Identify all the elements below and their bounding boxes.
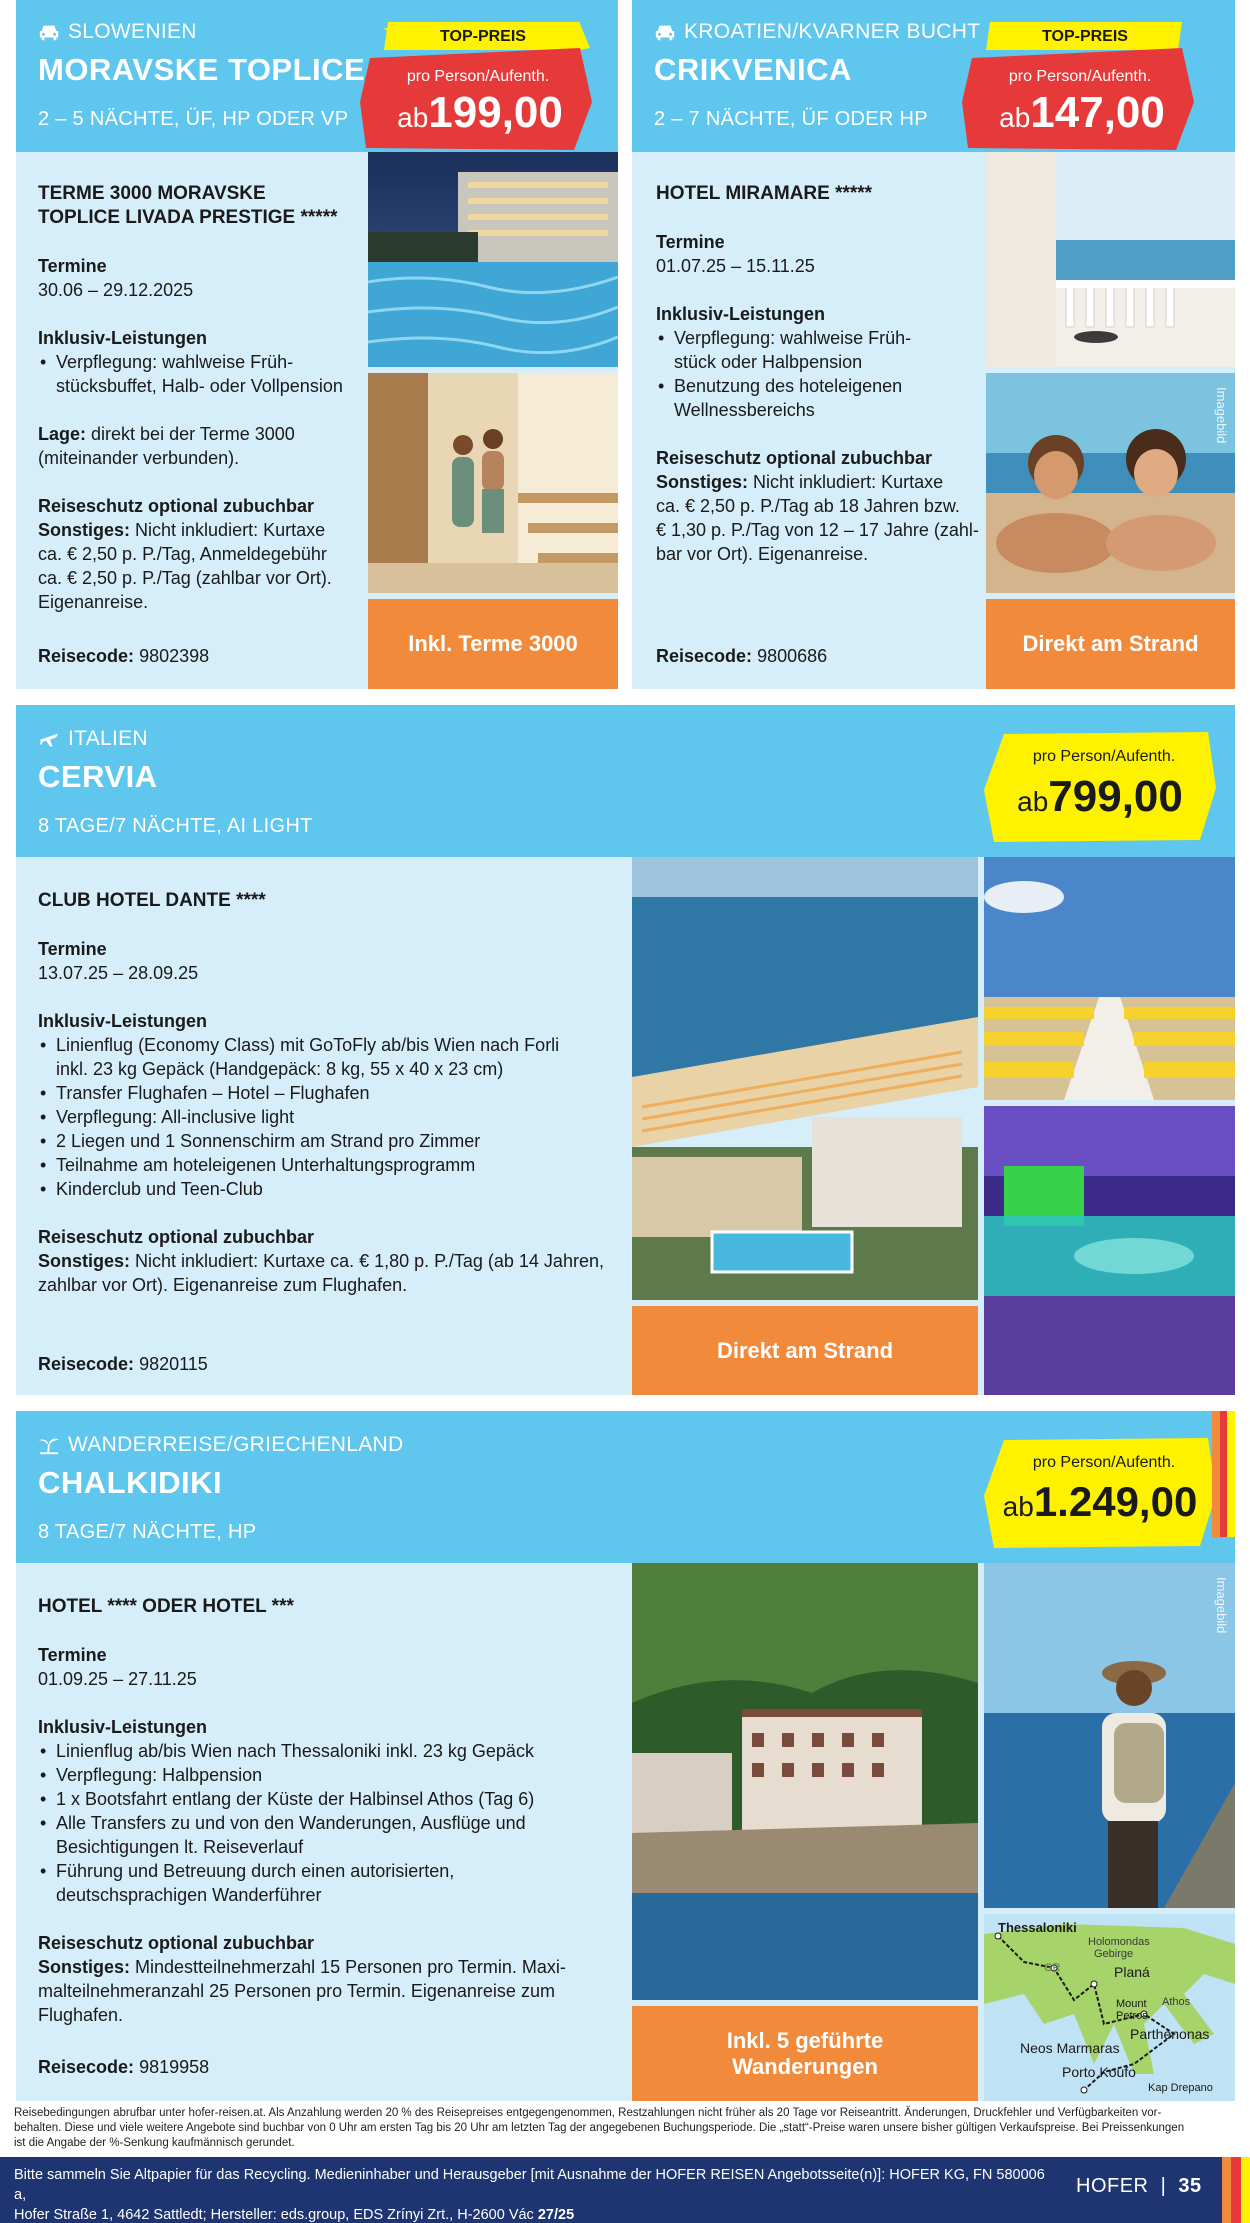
inklusiv-label: Inklusiv-Leistungen <box>38 1011 208 1031</box>
termine-value: 13.07.25 – 28.09.25 <box>38 963 199 983</box>
imagebild-tag: Imagebild <box>1214 1577 1229 1634</box>
inklusiv-label: Inklusiv-Leistungen <box>656 304 826 324</box>
termine-label: Termine <box>38 1645 107 1665</box>
car-icon <box>654 22 676 42</box>
list-item: • Führung und Betreuung durch einen autorisierten, deutschsprachigen Wanderführer <box>38 1859 638 1907</box>
reisecode: Reisecode: 9800686 <box>656 646 828 666</box>
highlight-banner: Inkl. Terme 3000 <box>368 599 618 689</box>
country-line <box>38 727 148 751</box>
page-footer-brand <box>1076 2175 1202 2198</box>
price: ab199,00 <box>397 88 563 137</box>
hotel-name: HOTEL MIRAMARE ***** <box>656 183 873 204</box>
hotel-name: TERME 3000 MORAVSKE TOPLICE LIVADA PRESTIGE ***** <box>38 183 338 228</box>
list-item: • Linienflug ab/bis Wien nach Thessaloniki inkl. 23 kg Gepäck <box>38 1739 638 1763</box>
termine-value: 01.07.25 – 15.11.25 <box>656 256 815 276</box>
inklusiv-list <box>38 1033 638 1201</box>
spa-couple-photo <box>368 373 618 593</box>
city-name: MORAVSKE TOPLICE <box>38 52 366 87</box>
reiseschutz: Reiseschutz optional zubuchbar <box>38 1227 315 1247</box>
termine-label: Termine <box>38 939 107 959</box>
highlight-banner: Direkt am Strand <box>986 599 1235 689</box>
map-label-holomondas: Holomondas <box>1088 1936 1150 1948</box>
hotel-pool-photo <box>368 152 618 367</box>
termine-label: Termine <box>656 232 725 252</box>
country-name: ITALIEN <box>68 727 148 750</box>
reiseschutz: Reiseschutz optional zubuchbar <box>38 1933 315 1953</box>
country-name: WANDERREISE/GRIECHENLAND <box>68 1433 404 1456</box>
map-label-mount: Mount <box>1116 1998 1147 2010</box>
price: ab1.249,00 <box>1002 1478 1198 1525</box>
price-badge <box>962 22 1198 152</box>
termine-value: 01.09.25 – 27.11.25 <box>38 1669 197 1689</box>
offer-details <box>38 182 374 614</box>
hiker-photo <box>984 1563 1235 1908</box>
map-label-thessaloniki: Thessaloniki <box>998 1920 1077 1935</box>
list-item: • Verpflegung: wahlweise Früh- stücksbuffet, Halb- oder Vollpension <box>38 350 374 398</box>
monastery-photo <box>632 1563 978 2000</box>
offer-details <box>38 1595 638 2027</box>
price-badge <box>984 732 1216 842</box>
reisecode: Reisecode: 9819958 <box>38 2057 210 2077</box>
reiseschutz: Reiseschutz optional zubuchbar <box>656 448 933 468</box>
offer-duration: 2 – 7 NÄCHTE, ÜF ODER HP <box>654 108 928 130</box>
map-label-athos: Athos <box>1162 1996 1191 2008</box>
route-map <box>984 1914 1235 2101</box>
highlight-banner: Direkt am Strand <box>632 1306 978 1395</box>
map-label-kap-drepano: Kap Drepano <box>1148 2082 1213 2094</box>
country-name: KROATIEN/KVARNER BUCHT <box>684 20 981 43</box>
country-line <box>38 20 197 44</box>
list-item: • Teilnahme am hoteleigenen Unterhaltungsprogramm <box>38 1153 638 1177</box>
brand-name: HOFER <box>1076 2175 1149 2197</box>
list-item: • Kinderclub und Teen-Club <box>38 1177 638 1201</box>
termine-label: Termine <box>38 256 107 276</box>
hotel-name: CLUB HOTEL DANTE **** <box>38 890 266 911</box>
map-label-gr: GR <box>1044 1962 1061 1974</box>
list-item: • Verpflegung: Halbpension <box>38 1763 638 1787</box>
palm-tree-icon <box>38 1435 60 1455</box>
sonstiges: Sonstiges: Mindestteilnehmerzahl 15 Personen pro Termin. Maxi- malteilnehmeranzahl 25 Personen pro Termin. Eigenanreise zum Flughafen. <box>38 1957 566 2025</box>
per-person-label: pro Person/Aufenth. <box>1008 68 1152 85</box>
list-item: • Alle Transfers zu und von den Wanderungen, Ausflüge und Besichtigungen lt. Reiseverlauf <box>38 1811 638 1859</box>
beach-aerial-photo <box>632 857 978 1300</box>
country-line <box>654 20 980 44</box>
couple-beach-photo <box>986 373 1235 593</box>
top-preis-label: TOP-PREIS <box>440 28 526 45</box>
decor-stripes <box>1212 1411 1235 1537</box>
beach-umbrellas-photo <box>984 857 1235 1100</box>
reisecode: Reisecode: 9820115 <box>38 1354 208 1374</box>
highlight-banner: Inkl. 5 geführte Wanderungen <box>632 2006 978 2101</box>
city-name: CERVIA <box>38 759 158 794</box>
imagebild-tag: Imagebild <box>1214 387 1229 444</box>
list-item: • Linienflug (Economy Class) mit GoToFly ab/bis Wien nach Forli inkl. 23 kg Gepäck (Handgepäck: 8 kg, 55 x 40 x 23 cm) <box>38 1033 638 1081</box>
city-name: CRIKVENICA <box>654 52 852 87</box>
inklusiv-list <box>38 1739 638 1907</box>
offer-details <box>656 182 996 566</box>
map-label-gebirge: Gebirge <box>1094 1948 1134 1960</box>
per-person-label: pro Person/Aufenth. <box>1032 748 1176 765</box>
price-badge <box>360 22 596 152</box>
imprint-bar <box>0 2157 1250 2223</box>
imprint-text: Bitte sammeln Sie Altpapier für das Recycling. Medieninhaber und Herausgeber [mit Ausnahme der HOFER REISEN Angebotsseite(n)]: HOFER KG, FN 580006 a, Hofer Straße 1, 4642 Sattledt; Hersteller: eds.group, EDS Zrínyi Zrt., H-2600 Vác 27/25 <box>14 2167 1045 2223</box>
price-badge <box>984 1438 1216 1548</box>
map-label-plana: Planá <box>1114 1964 1150 1980</box>
reiseschutz: Reiseschutz optional zubuchbar <box>38 496 315 516</box>
list-item: • 2 Liegen und 1 Sonnenschirm am Strand pro Zimmer <box>38 1129 638 1153</box>
list-item: • Verpflegung: All-inclusive light <box>38 1105 638 1129</box>
separator: | <box>1160 2175 1167 2197</box>
country-line <box>38 1433 403 1457</box>
inklusiv-list <box>656 326 996 422</box>
sonstiges: Sonstiges: Nicht inkludiert: Kurtaxe ca. € 2,50 p. P./Tag ab 18 Jahren bzw. € 1,30 p. P./Tag von 12 – 17 Jahre (zahl- bar vor Ort). Eigenanreise. <box>656 472 979 564</box>
inklusiv-label: Inklusiv-Leistungen <box>38 1717 208 1737</box>
hotel-name: HOTEL **** ODER HOTEL *** <box>38 1596 294 1617</box>
top-preis-label: TOP-PREIS <box>1042 28 1128 45</box>
sonstiges: Sonstiges: Nicht inkludiert: Kurtaxe ca. € 2,50 p. P./Tag, Anmeldegebühr ca. € 2,50 p. P./Tag (zahlbar vor Ort). Eigenanreise. <box>38 520 332 612</box>
map-label-neos-marmaras: Neos Marmaras <box>1020 2040 1120 2056</box>
list-item: • Benutzung des hoteleigenen Wellnessbereichs <box>656 374 996 422</box>
reisecode: Reisecode: 9802398 <box>38 646 210 666</box>
indoor-pool-photo <box>984 1106 1235 1395</box>
legal-note: Reisebedingungen abrufbar unter hofer-reisen.at. Als Anzahlung werden 20 % des Reisepreises entgegengenommen, Restzahlungen nicht früher als 20 Tage vor Reiseantritt. Änderungen, Druckfehler und Verfügbarkeiten vor- behalten. Diese und viele weitere Angebote sind buchbar von 0 Uhr am ersten Tag bis 20 Uhr am letzten Tag der angegebenen Buchungsperiode. Die „statt“-Preise waren unsere bisher gültigen Verkaufspreise. Bei Preissenkungen ist die Angabe der %-Senkung kaufmännisch gerundet. <box>14 2107 1185 2149</box>
country-name: SLOWENIEN <box>68 20 197 43</box>
inklusiv-label: Inklusiv-Leistungen <box>38 328 208 348</box>
airplane-icon <box>38 729 60 749</box>
city-name: CHALKIDIKI <box>38 1465 223 1500</box>
car-icon <box>38 22 60 42</box>
termine-value: 30.06 – 29.12.2025 <box>38 280 194 300</box>
list-item: • Transfer Flughafen – Hotel – Flughafen <box>38 1081 638 1105</box>
map-label-parthenonas: Parthenonas <box>1130 2026 1210 2042</box>
offer-details <box>38 889 638 1297</box>
lage: Lage: direkt bei der Terme 3000 (miteinander verbunden). <box>38 424 295 468</box>
price: ab799,00 <box>1017 772 1183 821</box>
decor-stripes <box>1222 2157 1250 2223</box>
list-item: • 1 x Bootsfahrt entlang der Küste der Halbinsel Athos (Tag 6) <box>38 1787 638 1811</box>
sonstiges: Sonstiges: Nicht inkludiert: Kurtaxe ca. € 1,80 p. P./Tag (ab 14 Jahren, zahlbar vor Ort). Eigenanreise zum Flughafen. <box>38 1251 604 1295</box>
page-number: 35 <box>1178 2175 1202 2197</box>
list-item: • Verpflegung: wahlweise Früh- stück oder Halbpension <box>656 326 996 374</box>
inklusiv-list <box>38 350 374 398</box>
offer-duration: 8 TAGE/7 NÄCHTE, AI LIGHT <box>38 815 313 837</box>
per-person-label: pro Person/Aufenth. <box>406 68 550 85</box>
offer-duration: 2 – 5 NÄCHTE, ÜF, HP ODER VP <box>38 108 349 130</box>
map-label-petros: Petros <box>1116 2010 1148 2022</box>
per-person-label: pro Person/Aufenth. <box>1032 1454 1176 1471</box>
price: ab147,00 <box>999 88 1165 137</box>
offer-duration: 8 TAGE/7 NÄCHTE, HP <box>38 1521 257 1543</box>
balcony-sea-photo <box>986 152 1235 367</box>
map-label-porto-koufo: Porto Koufo <box>1062 2064 1136 2080</box>
